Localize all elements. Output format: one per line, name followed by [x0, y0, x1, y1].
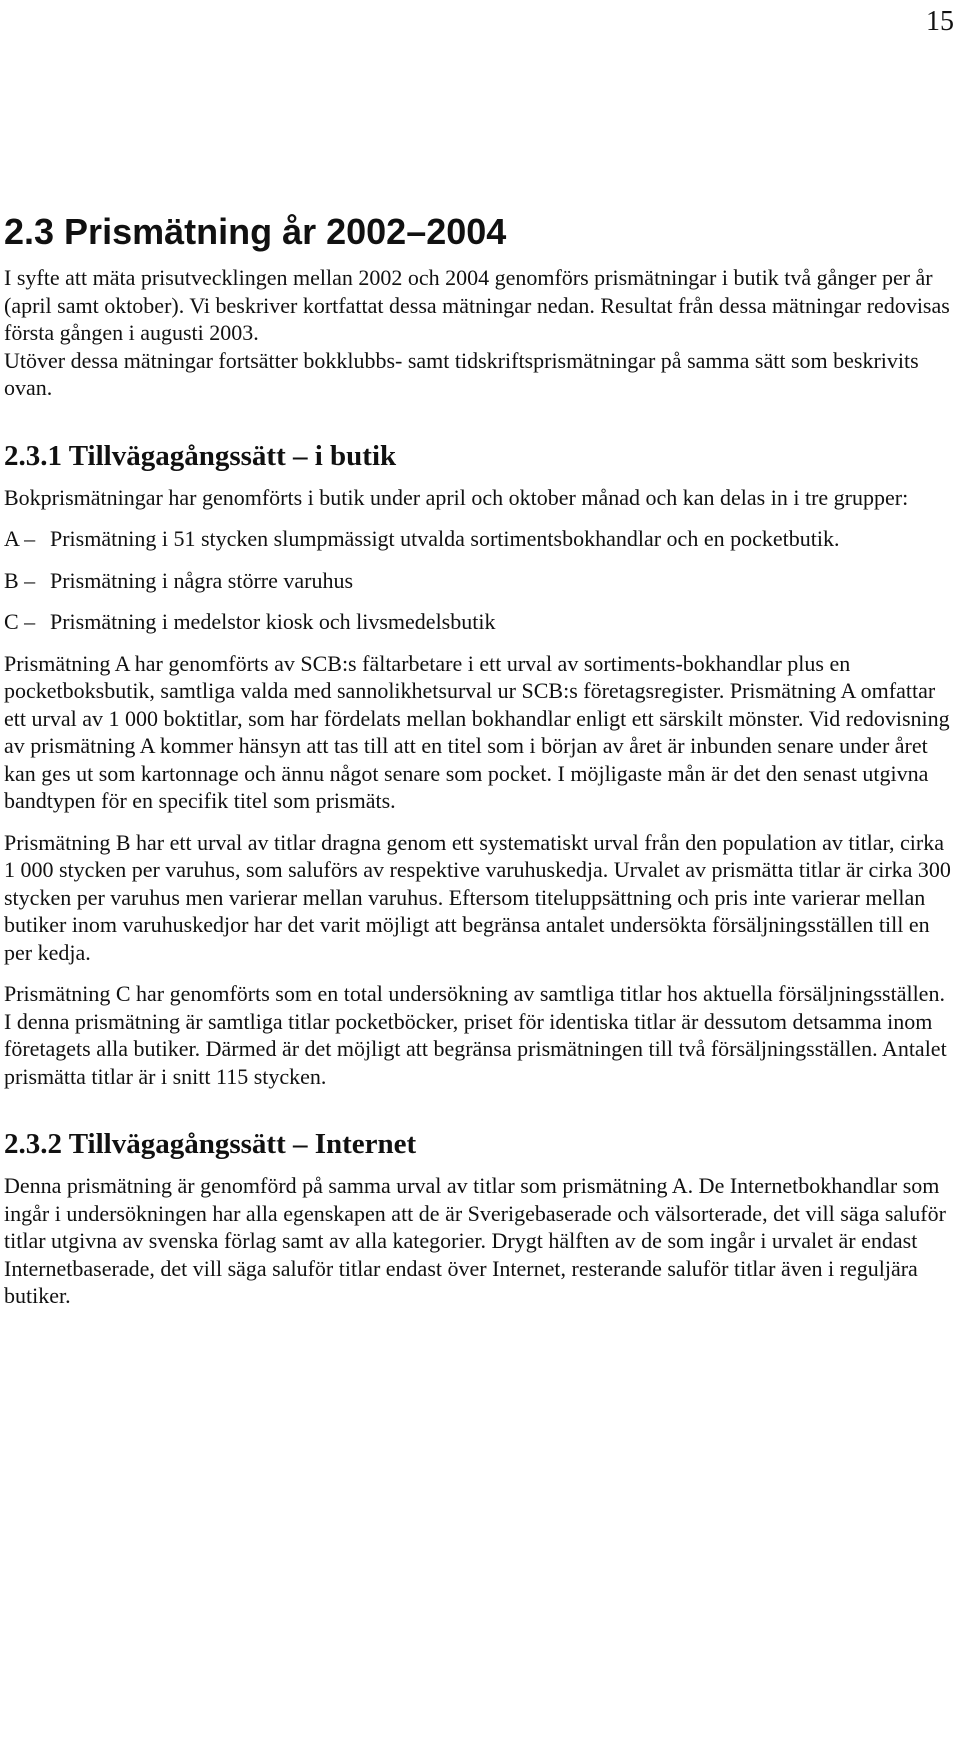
- list-text: Prismätning i 51 stycken slumpmässigt utvalda sortimentsbokhandlar och en pocketbutik.: [50, 526, 840, 551]
- list-letter: B –: [4, 567, 36, 593]
- list-text: Prismätning i några större varuhus: [50, 567, 354, 593]
- paragraph-prismatning-b: Prismätning B har ett urval av titlar dragna genom ett systematiskt urval från den population av titlar, cirka 1 000 stycken per varuhus, som saluförs av respektive varuhuskedja. Urvalet av prismätta titlar är cirka 300 stycken per varuhus men varierar mellan varuhus. Eftersom titeluppsättning och pris inte varierar mellan butiker inom varuhuskedjor har det varit möjligt att begränsa antalet undersökta försäljningsställen till en per kedja.: [4, 829, 951, 965]
- subsection-2-title: 2.3.2 Tillvägagångssätt – Internet: [4, 1128, 417, 1160]
- section-intro-2: Utöver dessa mätningar fortsätter bokklubbs- samt tidskriftsprismätningar på samma sätt som beskrivits ovan.: [4, 347, 919, 400]
- paragraph-prismatning-a: Prismätning A har genomförts av SCB:s fältarbetare i ett urval av sortiments-bokhandlar plus en pocketboksbutik, samtliga valda med sannolikhetsurval ur SCB:s företagsregister. Prismätning A omfattar ett urval av 1 000 boktitlar, som har fördelats mellan bokhandlar enligt ett särskilt mönster. Vid redovisning av prismätning A kommer hänsyn att tas till att en titel som i början av året är inbunden senare under året kan ges ut som kartonnage och ännu något senare som pocket. I möjligaste mån är det den senast utgivna bandtypen för en specifik titel som prismäts.: [4, 650, 950, 813]
- list-item-a: [4, 525, 954, 553]
- page-number: 15: [926, 6, 954, 37]
- subsection-1-intro: Bokprismätningar har genomförts i butik under april och oktober månad och kan delas in i tre grupper:: [4, 484, 909, 510]
- paragraph-prismatning-c: Prismätning C har genomförts som en total undersökning av samtliga titlar hos aktuella försäljningsställen. I denna prismätning är samtliga titlar pocketböcker, priset för identiska titlar är dessutom detsamma inom företagets alla butiker. Därmed är det möjligt att begränsa prismätningen till två försäljningsställen. Antalet prismätta titlar är i snitt 115 stycken.: [4, 981, 947, 1089]
- list-text: Prismätning i medelstor kiosk och livsmedelsbutik: [50, 609, 496, 634]
- subsection-1-title: 2.3.1 Tillvägagångssätt – i butik: [4, 439, 397, 472]
- list-item-c: [4, 608, 954, 636]
- section-intro: I syfte att mäta prisutvecklingen mellan 2002 och 2004 genomförs prismätningar i butik två gånger per år (april samt oktober). Vi beskriver kortfattat dessa mätningar nedan. Resultat från dessa mätningar redovisas första gången i augusti 2003.: [4, 265, 950, 345]
- list-item-b: [4, 567, 954, 595]
- document-body: [4, 210, 954, 1310]
- paragraph-internet: Denna prismätning är genomförd på samma urval av titlar som prismätning A. De Internetbokhandlar som ingår i undersökningen har alla egenskapen att de är Sverigebaserade och välsorterade, det vill säga saluför titlar utgivna av svenska förlag samt av alla kategorier. Drygt hälften av de som ingår i urvalet är endast Internetbaserade, det vill säga saluför titlar endast över Internet, resterande saluför titlar även i reguljära butiker.: [4, 1173, 946, 1308]
- list-letter: A –: [4, 526, 36, 551]
- section-title: 2.3 Prismätning år 2002–2004: [4, 211, 507, 252]
- list-letter: C –: [4, 609, 36, 634]
